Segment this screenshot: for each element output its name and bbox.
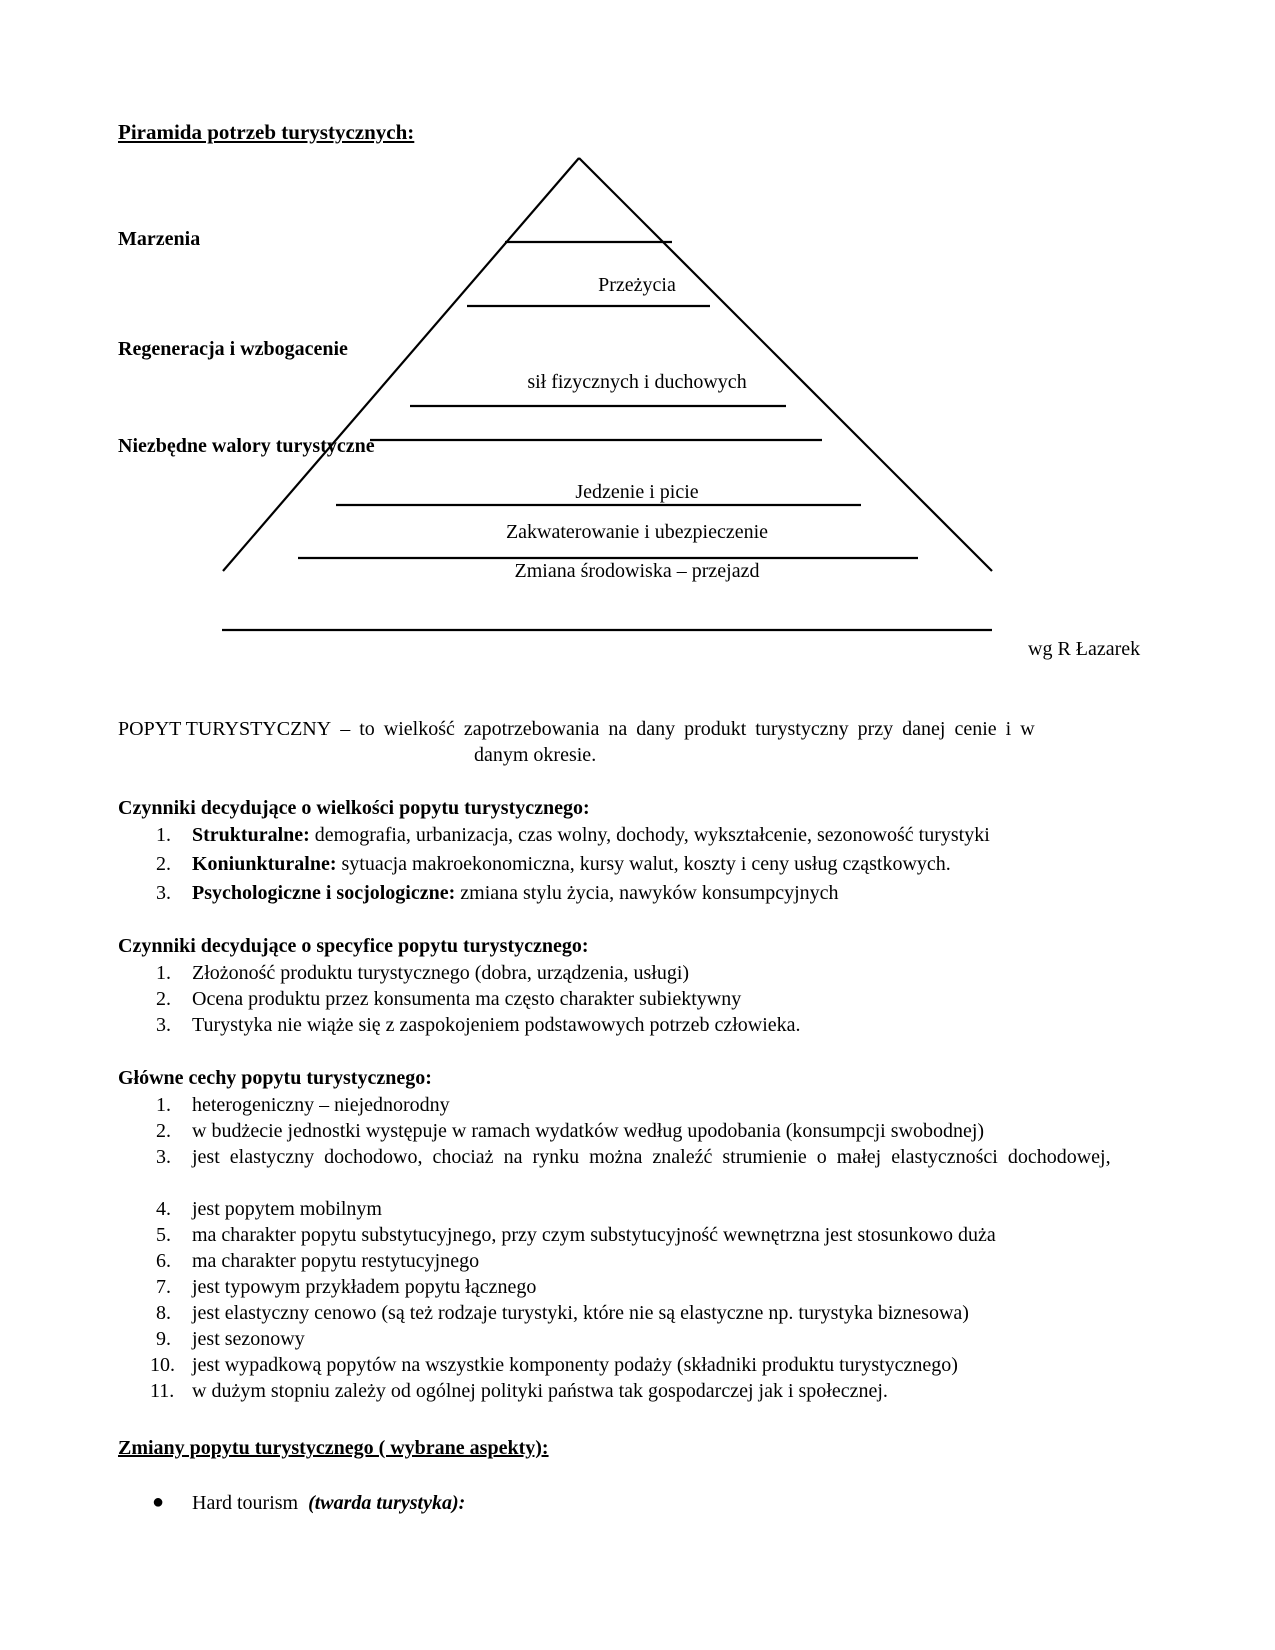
section-heading-specificity-factors: Czynniki decydujące o specyfice popytu turystycznego: — [118, 935, 589, 957]
pyramid-level-environment-change: Zmiana środowiska – przejazd — [514, 560, 760, 582]
list-item: 8. jest elastyczny cenowo (są też rodzaje turystyki, które nie są elastyczne np. turystyka biznesowa) — [156, 1302, 969, 1324]
hard-tourism-item: Hard tourism (twarda turystyka): — [192, 1492, 466, 1514]
list-item: 1. Złożoność produktu turystycznego (dobra, urządzenia, usługi) — [156, 962, 690, 984]
definition-line2: danym okresie. — [474, 744, 597, 766]
pyramid-side-label-dreams: Marzenia — [118, 228, 201, 250]
list-item: 3. jest elastyczny dochodowo, chociaż na rynku można znaleźć strumienie o małej elastyczności dochodowej, — [156, 1146, 1111, 1168]
list-item: 5. ma charakter popytu substytucyjnego, przy czym substytucyjność wewnętrzna jest stosunkowo duża — [156, 1224, 996, 1246]
section-heading-main-features: Główne cechy popytu turystycznego: — [118, 1067, 432, 1089]
list-item: 4. jest popytem mobilnym — [156, 1198, 382, 1220]
pyramid-author: wg R Łazarek — [1028, 638, 1141, 660]
list-item: 9. jest sezonowy — [156, 1328, 305, 1350]
pyramid-level-experiences: Przeżycia — [598, 274, 676, 296]
bullet-dot-icon: ● — [152, 1491, 165, 1513]
pyramid-side-label-regeneration: Regeneracja i wzbogacenie — [118, 338, 348, 360]
pyramid-right-edge — [579, 158, 992, 571]
section-heading-demand-changes: Zmiany popytu turystycznego ( wybrane aspekty): — [118, 1437, 549, 1459]
list-item: 2. Ocena produktu przez konsumenta ma często charakter subiektywny — [156, 988, 742, 1010]
pyramid-left-edge — [223, 158, 579, 571]
pyramid-side-label-essentials: Niezbędne walory turystyczne — [118, 435, 375, 457]
pyramid-level-accommodation: Zakwaterowanie i ubezpieczenie — [505, 521, 769, 543]
definition-term: POPYT TURYSTYCZNY — [118, 718, 332, 740]
main-features-list — [118, 1093, 1158, 1405]
definition-line1 — [118, 718, 1158, 741]
list-item: 1. Strukturalne: demografia, urbanizacja, czas wolny, dochody, wykształcenie, sezonowość turystyki — [156, 824, 990, 846]
definition-text: – to wielkość zapotrzebowania na dany produkt turystyczny przy danej cenie i w — [331, 718, 1035, 740]
list-item: 2. Koniunkturalne: sytuacja makroekonomiczna, kursy walut, koszty i ceny usług cząstkowych. — [156, 853, 951, 875]
list-item: 3. Turystyka nie wiąże się z zaspokojeniem podstawowych potrzeb człowieka. — [156, 1014, 801, 1036]
section-heading-size-factors: Czynniki decydujące o wielkości popytu turystycznego: — [118, 797, 590, 819]
list-item: 3. Psychologiczne i socjologiczne: zmiana stylu życia, nawyków konsumpcyjnych — [156, 882, 839, 904]
specificity-factors-list — [118, 961, 1158, 1039]
list-item: 7. jest typowym przykładem popytu łącznego — [156, 1276, 537, 1298]
pyramid-level-physical-spiritual: sił fizycznych i duchowych — [527, 371, 747, 393]
list-item: 11. w dużym stopniu zależy od ogólnej polityki państwa tak gospodarczej jak i społecznej. — [150, 1380, 888, 1402]
size-factors-list — [118, 823, 1158, 910]
list-item: 1. heterogeniczny – niejednorodny — [156, 1094, 450, 1116]
list-item: 2. w budżecie jednostki występuje w ramach wydatków według upodobania (konsumpcji swobodnej) — [156, 1120, 985, 1142]
list-item: 6. ma charakter popytu restytucyjnego — [156, 1250, 480, 1272]
page-title: Piramida potrzeb turystycznych: — [118, 120, 415, 144]
pyramid-level-food-drink: Jedzenie i picie — [575, 481, 699, 503]
list-item: 10. jest wypadkową popytów na wszystkie komponenty podaży (składniki produktu turystycznego) — [150, 1354, 958, 1376]
